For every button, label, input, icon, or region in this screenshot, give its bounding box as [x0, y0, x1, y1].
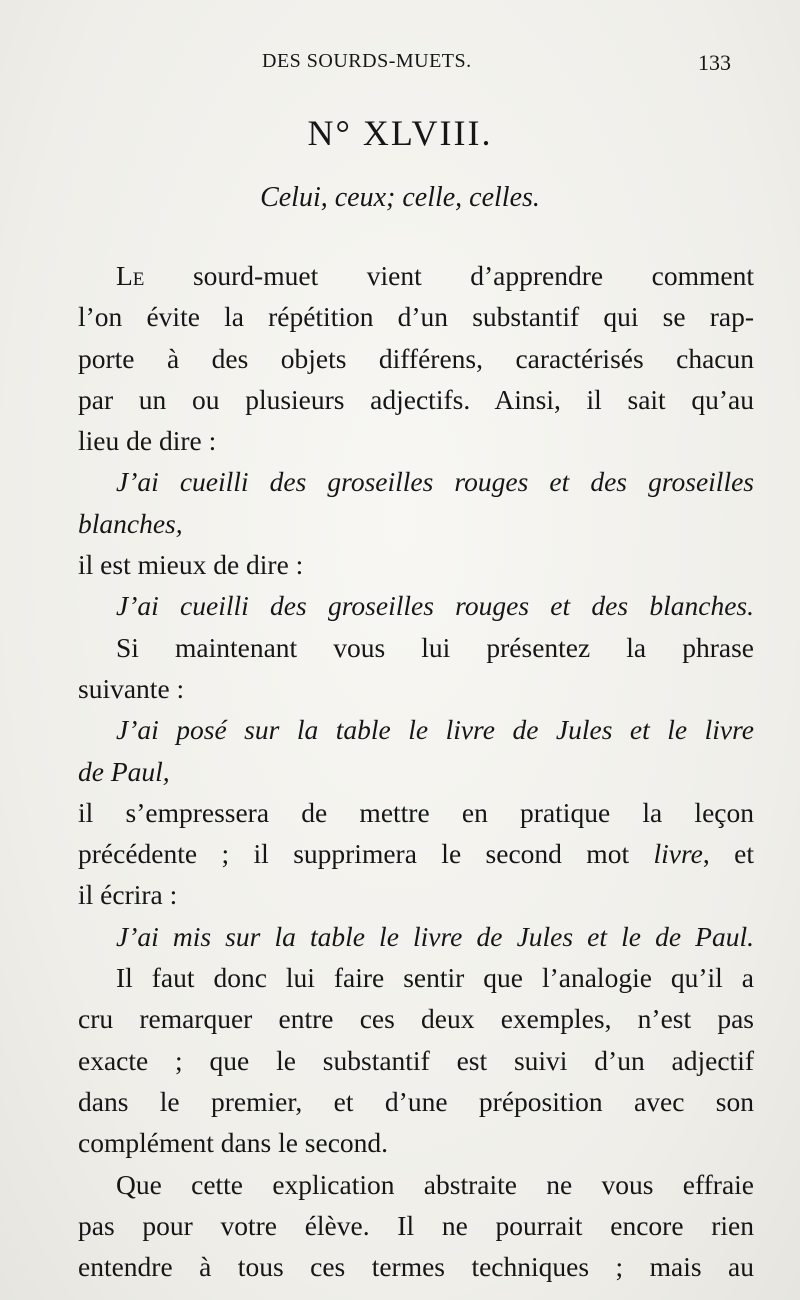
text-line — [78, 792, 754, 833]
body-text — [78, 255, 754, 1287]
text-line — [78, 1122, 754, 1163]
line-text: pas pour votre élève. Il ne pourrait encore rien — [78, 1209, 754, 1241]
line-text: il s’empressera de mettre en pratique la leçon — [78, 796, 754, 828]
line-text: , et — [702, 838, 754, 870]
text-line — [78, 461, 754, 502]
line-text: J’ai cueilli des groseilles rouges et des blanches. — [116, 590, 754, 622]
text-line — [78, 296, 754, 337]
text-line — [78, 709, 754, 750]
line-text: lieu de dire : — [78, 425, 217, 457]
text-line — [78, 338, 754, 379]
text-line — [78, 833, 754, 874]
text-line — [78, 1164, 754, 1205]
line-text: blanches, — [78, 507, 183, 539]
line-text: suivante : — [78, 672, 185, 704]
text-line — [78, 1246, 754, 1287]
line-text: l’on évite la répétition d’un substantif qui se rap- — [78, 301, 754, 333]
text-line — [78, 1040, 754, 1081]
line-text: dans le premier, et d’une préposition avec son — [78, 1085, 754, 1117]
line-text: Que cette explication abstraite ne vous effraie — [116, 1168, 754, 1200]
text-line — [78, 874, 754, 915]
italic-word: livre — [653, 838, 703, 870]
small-caps-word: Le — [116, 260, 145, 291]
text-line — [78, 916, 754, 957]
line-text: il est mieux de dire : — [78, 549, 304, 581]
line-text: Il faut donc lui faire sentir que l’analogie qu’il a — [116, 962, 754, 994]
text-line — [78, 998, 754, 1039]
line-text: cru remarquer entre ces deux exemples, n’est pas — [78, 1003, 754, 1035]
text-line — [78, 585, 754, 626]
text-line — [78, 751, 754, 792]
text-line — [78, 957, 754, 998]
page-number: 133 — [698, 50, 731, 75]
line-text: complément dans le second. — [78, 1127, 389, 1159]
text-line — [78, 627, 754, 668]
line-text: précédente ; il supprimera le second mot — [78, 838, 654, 870]
line-text: exacte ; que le substantif est suivi d’un adjectif — [78, 1044, 754, 1076]
line-text: de Paul, — [78, 755, 170, 787]
section-subtitle: Celui, ceux; celle, celles. — [260, 182, 540, 213]
line-text: J’ai mis sur la table le livre de Jules et le de Paul. — [116, 920, 754, 952]
line-text: il écrira : — [78, 879, 178, 911]
line-text: porte à des objets différens, caractérisés chacun — [78, 342, 754, 374]
text-line — [78, 379, 754, 420]
line-text: entendre à tous ces termes techniques ; mais au — [78, 1251, 754, 1283]
line-text: Si maintenant vous lui présentez la phrase — [116, 631, 754, 663]
page-header — [0, 50, 800, 80]
text-line — [78, 668, 754, 709]
text-line — [78, 420, 754, 461]
section-number: N° XLVIII. — [307, 113, 493, 153]
text-line — [78, 1205, 754, 1246]
text-line — [78, 503, 754, 544]
line-text: J’ai cueilli des groseilles rouges et des groseilles — [116, 466, 754, 498]
running-head: DES SOURDS-MUETS. — [262, 50, 472, 72]
line-text: J’ai posé sur la table le livre de Jules et le livre — [116, 714, 754, 746]
text-line — [78, 1081, 754, 1122]
line-text: par un ou plusieurs adjectifs. Ainsi, il sait qu’au — [78, 383, 754, 415]
text-line — [78, 544, 754, 585]
line-text: sourd-muet vient d’apprendre comment — [144, 260, 754, 291]
text-line — [78, 255, 754, 296]
